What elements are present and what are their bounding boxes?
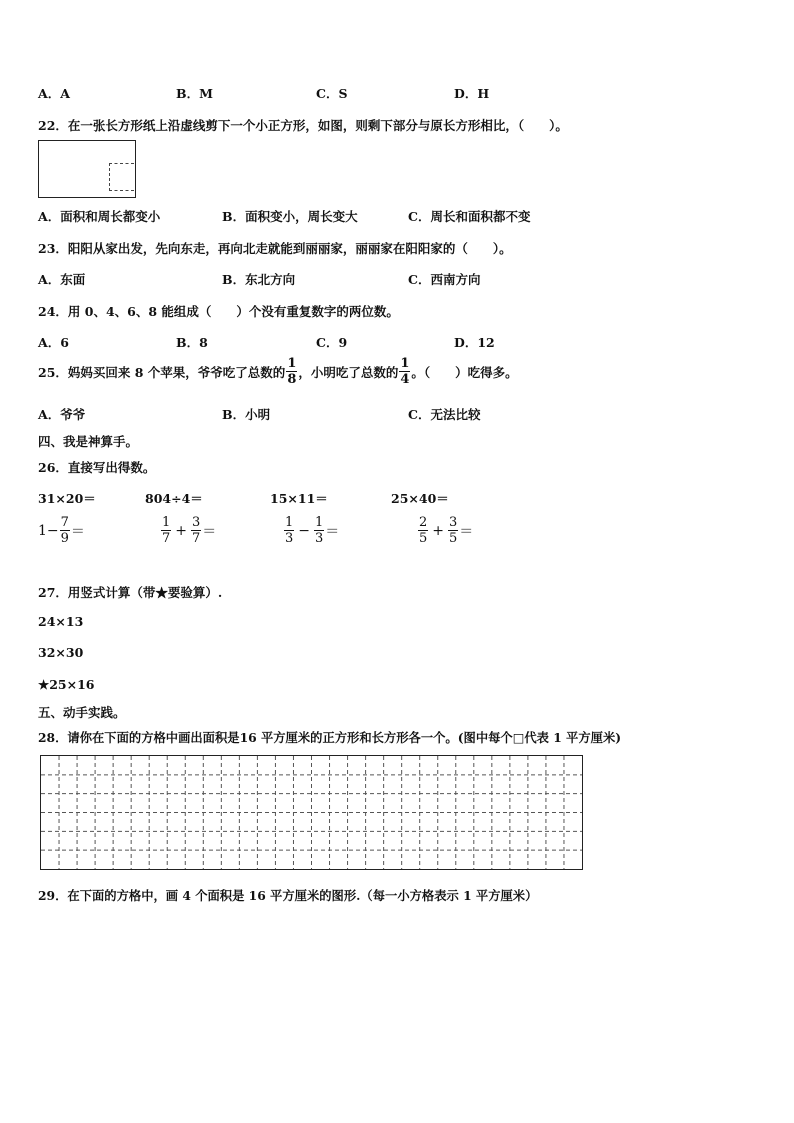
q25-option-b[interactable]: B．小明 [222, 407, 271, 422]
denominator: 3 [315, 531, 324, 546]
numerator: 1 [315, 515, 324, 530]
denominator: 5 [449, 531, 458, 546]
q26-calc-1: 31×20＝ [38, 491, 96, 506]
q26-fraction-expr-2 [160, 515, 216, 546]
q26-expr-4-fraction-a [418, 515, 428, 546]
q26-expr-3-fraction-b [314, 515, 324, 546]
q26-expr-1-lead: 1− [38, 522, 59, 539]
q24-option-b[interactable]: B．8 [176, 335, 208, 350]
denominator: 3 [285, 531, 294, 546]
q22-question: 22．在一张长方形纸上沿虚线剪下一个小正方形，如图，则剩下部分与原长方形相比，（ ）。 [38, 118, 568, 133]
q27-item-3: ★25×16 [38, 677, 95, 692]
q25-text-c: 。（ ）吃得多。 [411, 364, 518, 380]
q26-calc-3: 15×11＝ [270, 491, 328, 506]
q27-item-1: 24×13 [38, 614, 84, 629]
q25-fraction-2-numerator: 1 [400, 356, 410, 371]
denominator: 5 [419, 531, 428, 546]
q27-item-2: 32×30 [38, 645, 84, 660]
numerator: 2 [419, 515, 428, 530]
q26-expr-2-equals: ＝ [202, 523, 217, 540]
q26-calc-4: 25×40＝ [391, 491, 449, 506]
q23-option-c[interactable]: C．西南方向 [408, 272, 481, 287]
q22-dashed-square [109, 163, 134, 191]
q24-option-d[interactable]: D．12 [454, 335, 495, 350]
q26-fraction-expr-1 [38, 515, 85, 546]
q26-expr-2-operator: + [175, 522, 188, 539]
q26-question: 26．直接写出得数。 [38, 460, 156, 475]
q26-fraction-expr-3 [283, 515, 339, 546]
q22-option-c[interactable]: C．周长和面积都不变 [408, 209, 531, 224]
numerator: 3 [449, 515, 458, 530]
numerator: 3 [192, 515, 201, 530]
q26-expr-4-equals: ＝ [459, 523, 474, 540]
q23-question: 23．阳阳从家出发，先向东走，再向北走就能到丽丽家，丽丽家在阳阳家的（ ）。 [38, 241, 512, 256]
q29-question: 29．在下面的方格中，画 4 个面积是 16 平方厘米的图形.（每一小方格表示 1 平方厘米） [38, 888, 538, 903]
q25-question [38, 356, 518, 387]
q27-question: 27．用竖式计算（带★要验算）. [38, 585, 223, 600]
q25-fraction-1 [286, 356, 297, 387]
q21-option-d[interactable]: D．H [454, 86, 490, 101]
section-4-heading: 四、我是神算手。 [38, 434, 139, 449]
q26-expr-1-equals: ＝ [70, 523, 85, 540]
q25-fraction-1-numerator: 1 [287, 356, 297, 371]
q25-text-b: ，小明吃了总数的 [298, 364, 399, 380]
q25-text-a: 25．妈妈买回来 8 个苹果，爷爷吃了总数的 [38, 364, 286, 380]
q25-option-a[interactable]: A．爷爷 [38, 407, 86, 422]
q26-expr-4-operator: + [432, 522, 445, 539]
numerator: 7 [60, 515, 69, 530]
q25-option-c[interactable]: C．无法比较 [408, 407, 481, 422]
q22-option-b[interactable]: B．面积变小，周长变大 [222, 209, 358, 224]
q26-expr-4-fraction-b [448, 515, 458, 546]
q21-option-a[interactable]: A．A [38, 86, 70, 101]
q24-question: 24．用 0、4、6、8 能组成（ ）个没有重复数字的两位数。 [38, 304, 399, 319]
q26-expr-2-fraction-b [191, 515, 201, 546]
q23-option-a[interactable]: A．东面 [38, 272, 86, 287]
q22-rectangle-figure [38, 140, 136, 198]
q23-option-b[interactable]: B．东北方向 [222, 272, 296, 287]
q26-expr-3-operator: − [298, 522, 311, 539]
q21-option-c[interactable]: C．S [316, 86, 348, 101]
q26-expr-3-fraction-a [284, 515, 294, 546]
q25-fraction-1-denominator: 8 [287, 372, 297, 387]
denominator: 7 [192, 531, 201, 546]
q25-fraction-2 [399, 356, 410, 387]
q21-option-b[interactable]: B．M [176, 86, 213, 101]
numerator: 1 [162, 515, 171, 530]
denominator: 7 [162, 531, 171, 546]
q25-fraction-2-denominator: 4 [400, 372, 410, 387]
q22-option-a[interactable]: A．面积和周长都变小 [38, 209, 161, 224]
q26-fraction-expr-4 [417, 515, 473, 546]
q24-option-c[interactable]: C．9 [316, 335, 348, 350]
q28-drawing-grid[interactable] [40, 755, 583, 870]
q26-expr-1-fraction [60, 515, 70, 546]
denominator: 9 [60, 531, 69, 546]
q28-question: 28．请你在下面的方格中画出面积是16 平方厘米的正方形和长方形各一个。(图中每个□代表 1 平方厘米) [38, 730, 622, 745]
q28-grid-lines [41, 756, 582, 869]
section-5-heading: 五、动手实践。 [38, 705, 126, 720]
q26-expr-2-fraction-a [161, 515, 171, 546]
q26-calc-2: 804÷4＝ [145, 491, 203, 506]
q26-expr-3-equals: ＝ [325, 523, 340, 540]
numerator: 1 [285, 515, 294, 530]
q24-option-a[interactable]: A．6 [38, 335, 69, 350]
